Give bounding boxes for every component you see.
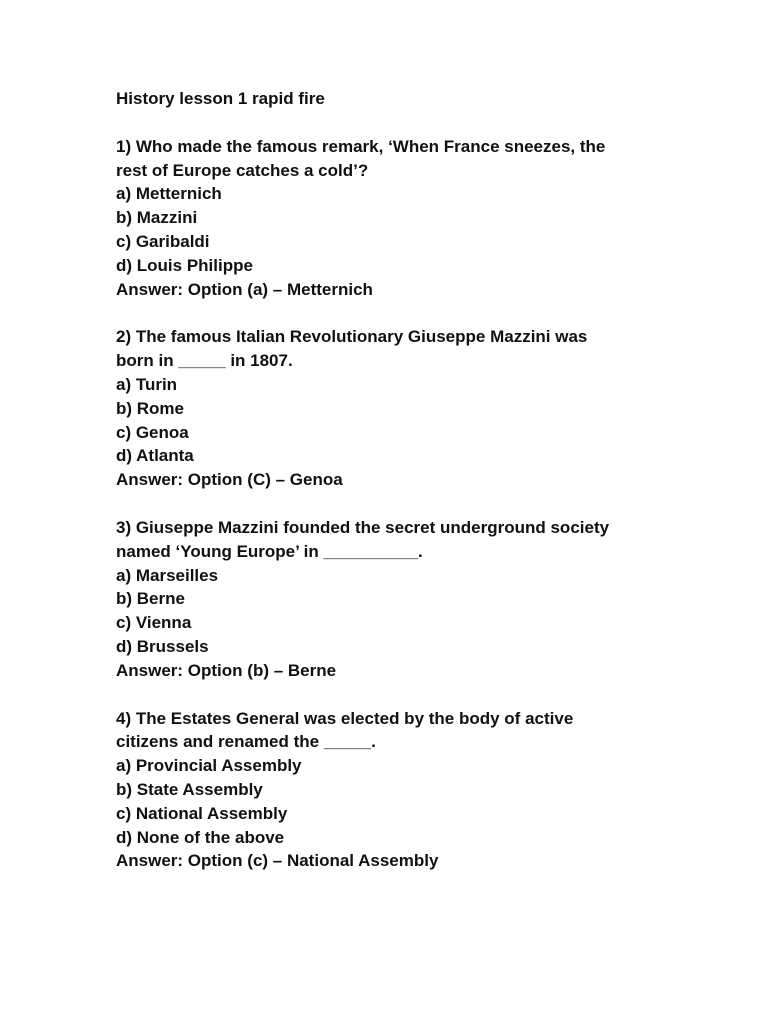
- question-4-option-b: b) State Assembly: [116, 779, 263, 799]
- document-title: History lesson 1 rapid fire: [116, 89, 325, 108]
- question-1-option-d: d) Louis Philippe: [116, 255, 253, 275]
- question-3-option-b: b) Berne: [116, 589, 185, 609]
- question-4-prompt-line-2: citizens and renamed the _____.: [116, 732, 376, 752]
- question-4-option-a: a) Provincial Assembly: [116, 756, 302, 776]
- question-3-option-d: d) Brussels: [116, 636, 209, 656]
- question-4-answer: Answer: Option (c) – National Assembly: [116, 851, 439, 871]
- question-1-prompt-line-2: rest of Europe catches a cold’?: [116, 160, 369, 180]
- question-3-option-c: c) Vienna: [116, 613, 192, 633]
- question-1-option-a: a) Metternich: [116, 184, 222, 204]
- question-3-answer: Answer: Option (b) – Berne: [116, 660, 337, 680]
- question-3-prompt-line-2: named ‘Young Europe’ in __________.: [116, 541, 423, 561]
- question-4-option-d: d) None of the above: [116, 827, 285, 847]
- question-4-option-c: c) National Assembly: [116, 803, 288, 823]
- question-2-prompt-line-2: born in _____ in 1807.: [116, 351, 293, 371]
- question-2-prompt-line-1: 2) The famous Italian Revolutionary Giuseppe Mazzini was: [116, 327, 588, 347]
- question-2-answer: Answer: Option (C) – Genoa: [116, 470, 343, 490]
- document-page: [116, 87, 716, 897]
- question-1-option-c: c) Garibaldi: [116, 231, 210, 251]
- question-block-3: [116, 516, 716, 683]
- question-4-prompt-line-1: 4) The Estates General was elected by the body of active: [116, 708, 574, 728]
- question-2-option-d: d) Atlanta: [116, 446, 194, 466]
- question-1-prompt-line-1: 1) Who made the famous remark, ‘When France sneezes, the: [116, 136, 606, 156]
- question-1-option-b: b) Mazzini: [116, 208, 198, 228]
- question-3-option-a: a) Marseilles: [116, 565, 219, 585]
- question-block-4: [116, 707, 716, 874]
- question-2-option-a: a) Turin: [116, 374, 178, 394]
- question-1-answer: Answer: Option (a) – Metternich: [116, 279, 373, 299]
- question-3-prompt-line-1: 3) Giuseppe Mazzini founded the secret underground society: [116, 517, 610, 537]
- question-2-option-c: c) Genoa: [116, 422, 189, 442]
- question-block-2: [116, 325, 716, 492]
- question-2-option-b: b) Rome: [116, 398, 184, 418]
- question-block-1: [116, 135, 716, 302]
